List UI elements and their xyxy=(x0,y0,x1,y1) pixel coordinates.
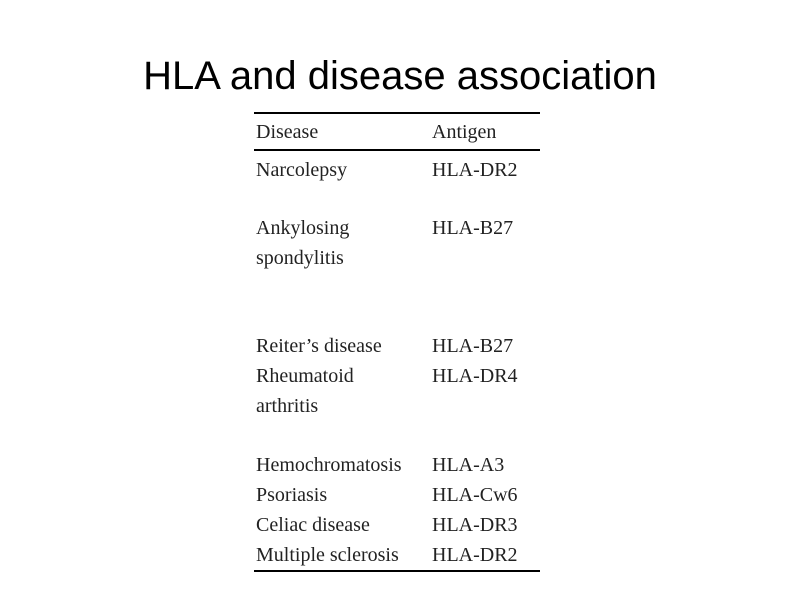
disease-cell: arthritis xyxy=(256,395,319,417)
table-row xyxy=(254,510,540,540)
table-row xyxy=(254,361,540,391)
antigen-cell: HLA-A3 xyxy=(432,454,505,476)
table-header-row xyxy=(254,114,540,149)
table-row xyxy=(254,243,540,273)
antigen-cell xyxy=(432,243,540,273)
antigen-cell: HLA-DR4 xyxy=(432,365,518,387)
table-bottom-rule xyxy=(254,570,540,572)
antigen-cell xyxy=(432,391,540,421)
table-body xyxy=(254,151,540,570)
table-row xyxy=(254,480,540,510)
antigen-cell: HLA-Cw6 xyxy=(432,484,518,506)
header-antigen: Antigen xyxy=(432,120,497,143)
antigen-cell: HLA-DR2 xyxy=(432,159,518,181)
antigen-cell: HLA-DR3 xyxy=(432,514,518,536)
disease-cell: Multiple sclerosis xyxy=(256,544,399,566)
hla-disease-table xyxy=(254,112,540,572)
disease-cell: Celiac disease xyxy=(256,514,370,536)
disease-cell: Rheumatoid xyxy=(256,365,354,387)
disease-cell: Narcolepsy xyxy=(256,159,348,181)
table-row xyxy=(254,540,540,570)
disease-cell: Reiter’s disease xyxy=(256,335,382,357)
antigen-cell: HLA-DR2 xyxy=(432,544,518,566)
table-row xyxy=(254,213,540,243)
disease-cell: spondylitis xyxy=(256,247,344,269)
table-row xyxy=(254,391,540,421)
table-row xyxy=(254,155,540,185)
antigen-cell: HLA-B27 xyxy=(432,217,514,239)
table-row xyxy=(254,450,540,480)
header-disease: Disease xyxy=(256,120,319,143)
disease-cell: Ankylosing xyxy=(256,217,350,239)
slide-title: HLA and disease association xyxy=(143,54,657,98)
disease-cell: Psoriasis xyxy=(256,484,328,506)
disease-cell: Hemochromatosis xyxy=(256,454,402,476)
antigen-cell: HLA-B27 xyxy=(432,335,514,357)
table-row xyxy=(254,331,540,361)
